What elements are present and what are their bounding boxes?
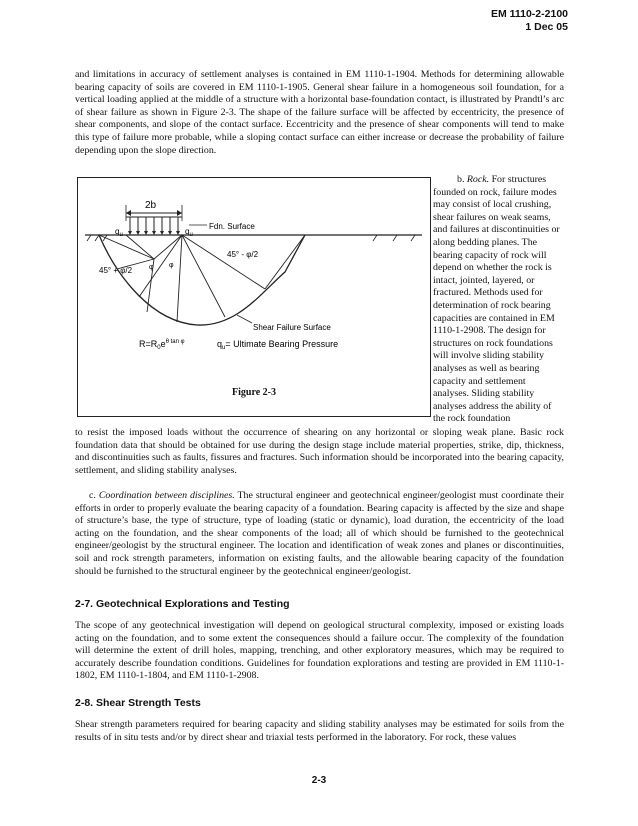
paragraph-explorations: The scope of any geotechnical investigation will depend on geological structural complexity, imposed or existing loads acting on the foundation, and to some extent the consequences should a failure occur. The complexity of the foundation will determine the extent of drill holes, mapping, trenching, and other exploratory measures, which may be required to accurately describe foundation conditions. Guidelines for foundation explorations and testing are provided in EM 1110-1-1802, EM 1110-1-1804, and EM 1110-1-2908. xyxy=(75,620,564,682)
paragraph-settlement: and limitations in accuracy of settlement analyses is contained in EM 1110-1-1904. Methods for determining allowable bearing capacity of soils are covered in EM 1110-1-1905. General shear failure in a homogeneous soil foundation, for a vertical loading applied at the middle of a structure with a horizontal base-foundation contact, is illustrated by Prandtl’s arc of shear failure as shown in Figure 2-3. The shape of the failure surface will be affected by eccentricity, the presence of shear components, and slope of the contact surface. Eccentricity and the presence of shear components will tend to make this type of failure more probable, while a sloping contact surface can either increase or decrease the probability of failure depending upon the slope direction. xyxy=(75,69,564,156)
fdn-surface-label: Fdn. Surface xyxy=(209,222,255,231)
phi-label-b: φ xyxy=(169,262,174,269)
page-header xyxy=(491,8,568,34)
shear-failure-surface-label: Shear Failure Surface xyxy=(253,323,331,332)
bearing-pressure-definition: $q_u=$ Ultimate Bearing Pressure xyxy=(217,339,339,351)
phi-label-a: φ xyxy=(149,264,154,271)
paragraph-rock-continued: to resist the imposed loads without the occurrence of shearing on any horizontal or sloping weak plane. Basic rock foundation data that should be obtained for use during the design stage include material properties, strike, dip, thickness, and discontinuities such as faults, fissures and fractures. Such information should be incorporated into the bearing capacity, settlement, and sliding stability analyses. xyxy=(75,427,564,476)
rock-title: Rock. xyxy=(466,174,490,185)
coordination-title: Coordination between disciplines. xyxy=(98,490,235,501)
coordination-text: The structural engineer and geotechnical engineer/geologist must coordinate their efforts in order to properly evaluate the bearing capacity of a foundation. Bearing capacity is affected by the size and shape of structure’s base, the type of structure, type of loading (static or dynamic), load duration, the eccentricity of the load acting on the foundation, and the shear components of the load; all of which should be furnished to the geotechnical engineer/geologist by the structural engineer. The location and identification of weak zones and planes or discontinuities, soil and rock strength parameters, information on existing faults, and the allowable bearing capacity of the foundation should be furnished to the structural engineer by the geotechnical engineer/geologist. xyxy=(75,490,565,577)
document-date: 1 Dec 05 xyxy=(525,21,568,33)
qu-left-label: $q_u$ xyxy=(115,227,123,238)
angle-left-label: 45° + φ/2 xyxy=(99,266,133,275)
qu-right-label: $q_u$ xyxy=(185,227,193,238)
document-number: EM 1110-2-2100 xyxy=(490,8,568,20)
section-heading-2-7: 2-7. Geotechnical Explorations and Testing xyxy=(75,598,290,610)
load-arrows xyxy=(126,217,182,232)
section-heading-2-8: 2-8. Shear Strength Tests xyxy=(75,697,201,709)
figure-2-3 xyxy=(77,177,431,417)
paragraph-shear-strength: Shear strength parameters required for bearing capacity and sliding stability analyses may be estimated for soils from the results of in situ tests and/or by direct shear and triaxial tests performed in the laboratory. For rock, these values xyxy=(75,719,564,743)
spiral-formula: $R=R_0e^{\theta tan \varphi}$ xyxy=(139,339,185,351)
width-label: 2b xyxy=(145,200,157,211)
page-number: 2-3 xyxy=(311,775,327,786)
rock-label: b. xyxy=(457,174,465,185)
radial-shear-lines xyxy=(99,235,305,322)
paragraph-rock xyxy=(433,174,563,426)
coordination-label: c. xyxy=(89,490,96,501)
failure-leader xyxy=(237,315,252,323)
angle-right-label: 45° - φ/2 xyxy=(227,250,259,259)
prandtl-failure-diagram xyxy=(77,177,431,417)
paragraph-coordination xyxy=(75,490,564,578)
rock-text: For structures founded on rock, failure modes may consist of local crushing, shear failures on weak seams, and failures at discontinuities or along bedding planes. The bearing capacity of rock will depend on whether the rock is intact, jointed, layered, or fractured. Methods used for determination of rock bearing capacities are contained in EM 1110-1-2908. The design for structures on rock foundations will involve sliding stability analyses as well as bearing capacity and settlement analyses. Sliding stability analyses address the ability of the rock foundation xyxy=(433,174,560,425)
figure-caption: Figure 2-3 xyxy=(232,387,276,398)
ground-hatching xyxy=(87,235,415,241)
